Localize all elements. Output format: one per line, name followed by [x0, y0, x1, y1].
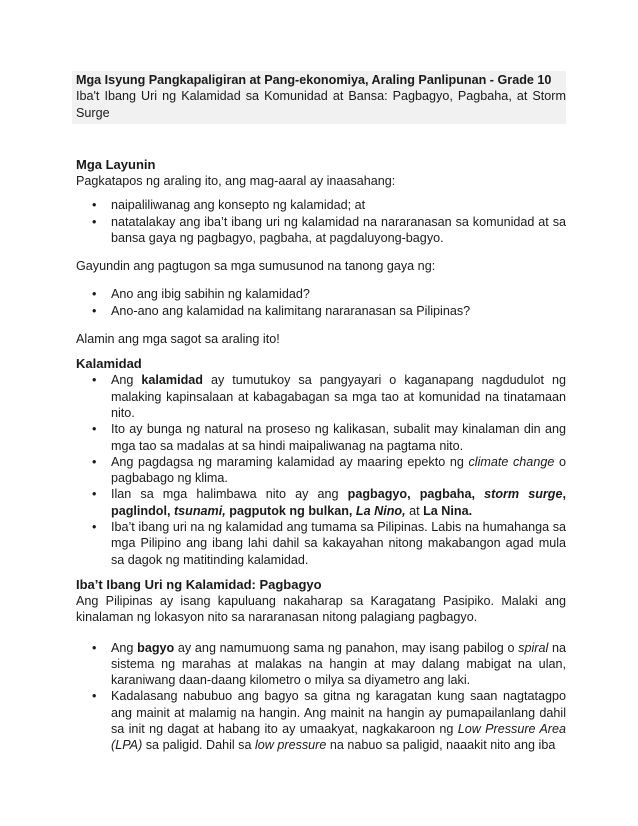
pagbagyo-list: [76, 640, 566, 754]
questions-list: [76, 286, 566, 319]
list-item: • Ang kalamidad ay tumutukoy sa pangyayari o kaganapang nagdudulot ng malaking kapinsalaan at kabagabagan sa mga tao at komunidad na tinatamaan nito.: [76, 372, 566, 421]
layunin-intro: Pagkatapos ng araling ito, ang mag-aaral ay inaasahang:: [76, 174, 396, 188]
list-item: • Ang pagdagsa ng maraming kalamidad ay maaring epekto ng climate change o pagbabago ng klima.: [76, 454, 566, 487]
list-item: • Ano-ano ang kalamidad na kalimitang nararanasan sa Pilipinas?: [76, 303, 566, 319]
kalamidad-heading: Kalamidad: [76, 356, 142, 372]
list-item: • Iba’t ibang uri na ng kalamidad ang tumama sa Pilipinas. Labis na humahanga sa mga Pilipino ang ibang lahi dahil sa kakayahan nitong makabangon agad mula sa dagok ng matitinding kalamidad.: [76, 519, 566, 568]
document-body: [76, 156, 566, 754]
document-subtitle: Iba't Ibang Uri ng Kalamidad sa Komunidad at Bansa: Pagbagyo, Pagbaha, at Storm Surge: [76, 89, 566, 120]
list-item: • Ilan sa mga halimbawa nito ay ang pagbagyo, pagbaha, storm surge, paglindol, tsunami, pagputok ng bulkan, La Nino, at La Nina.: [76, 486, 566, 519]
list-item: • natatalakay ang iba’t ibang uri ng kalamidad na nararanasan sa komunidad at sa bansa gaya ng pagbagyo, pagbaha, at pagdaluyong-bagyo.: [76, 214, 566, 247]
pagbagyo-paragraph: Ang Pilipinas ay isang kapuluang nakaharap sa Karagatang Pasipiko. Malaki ang kinalaman ng lokasyon nito sa nararanasan nitong palagiang pagbagyo.: [76, 593, 566, 625]
document-title: Mga Isyung Pangkapaligiran at Pang-ekonomiya, Araling Panlipunan - Grade 10: [76, 73, 552, 87]
list-item: • Kadalasang nabubuo ang bagyo sa gitna ng karagatan kung saan nagtatagpo ang mainit at malamig na hangin. Ang mainit na hangin ay pumapailanlang dahil sa init ng dagat at habang ito ay umaakyat, nagkakaroon ng Low Pressure Area (LPA) sa paligid. Dahil sa low pressure na nabuo sa paligid, naaakit nito ang iba: [76, 688, 566, 753]
list-item: • naipaliliwanag ang konsepto ng kalamidad; at: [76, 197, 566, 213]
list-item: • Ito ay bunga ng natural na proseso ng kalikasan, subalit may kinalaman din ang mga tao sa madalas at sa hindi maipaliwanag na pagtama nito.: [76, 421, 566, 454]
document-header: [72, 71, 566, 124]
questions-intro: Gayundin ang pagtugon sa mga sumusunod na tanong gaya ng:: [76, 259, 436, 274]
layunin-heading: Mga Layunin: [76, 157, 156, 172]
kalamidad-list: [76, 372, 566, 568]
layunin-list: [76, 197, 566, 246]
list-item: • Ang bagyo ay ang namumuong sama ng panahon, may isang pabilog o spiral na sistema ng marahas at malakas na hangin at may dalang mabigat na ulan, karaniwang daan-daang kilometro o milya sa diyametro ang laki.: [76, 640, 566, 689]
layunin-outro: Alamin ang mga sagot sa araling ito!: [76, 332, 280, 347]
list-item: • Ano ang ibig sabihin ng kalamidad?: [76, 286, 566, 302]
pagbagyo-heading: Iba’t Ibang Uri ng Kalamidad: Pagbagyo: [76, 576, 322, 592]
